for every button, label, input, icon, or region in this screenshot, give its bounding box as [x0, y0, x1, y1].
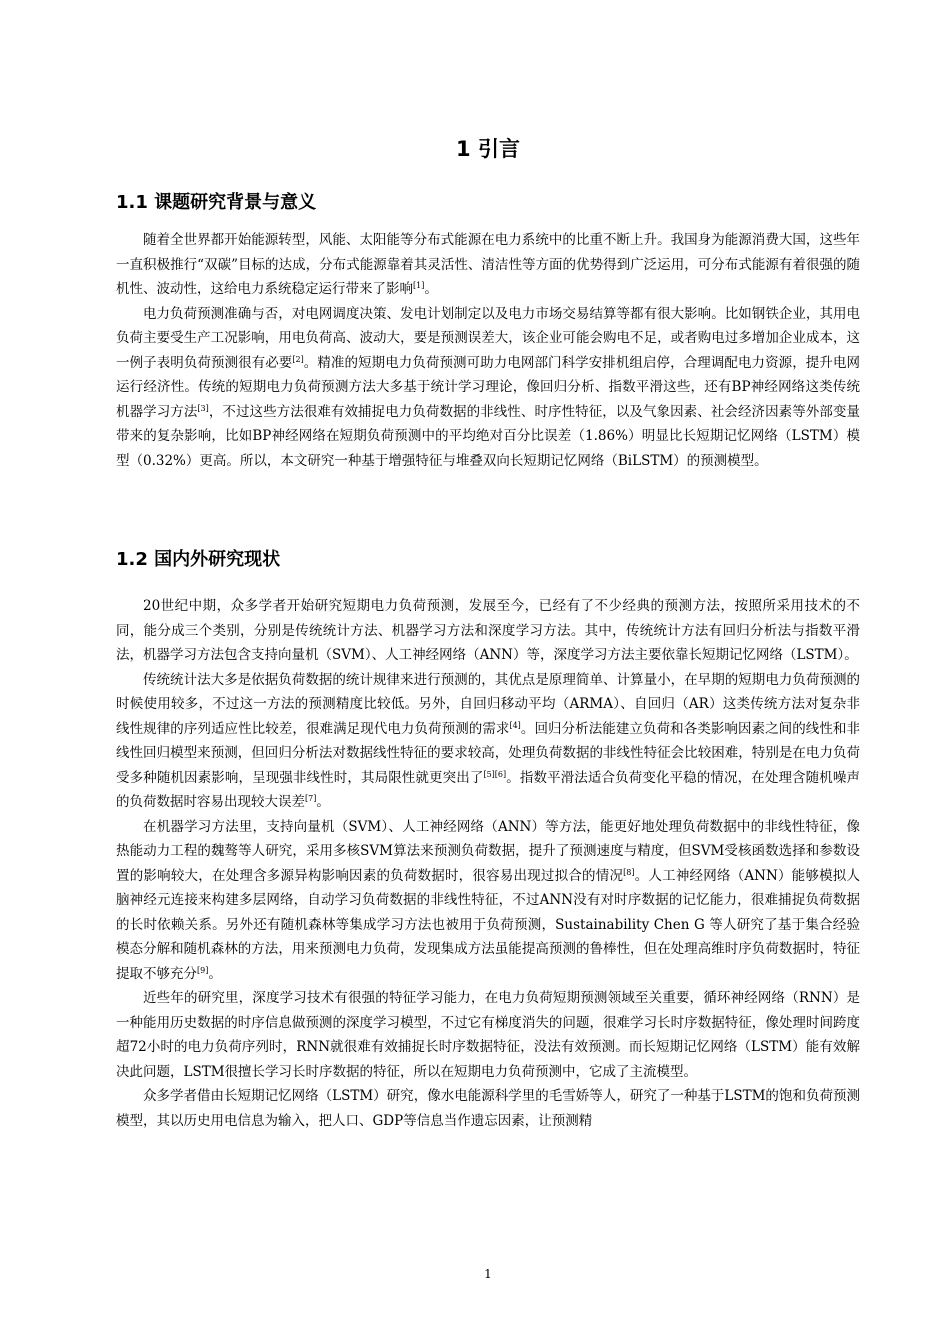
chapter-title: 1 引言 — [456, 137, 520, 161]
paragraph: 电力负荷预测准确与否，对电网调度决策、发电计划制定以及电力市场交易结算等都有很大影响。比如钢铁企业，其用电负荷主要受生产工况影响，用电负荷高、波动大，要是预测误差大，该企业可能会购电不足，或者购电过多增加企业成本，这一例子表明负荷预测很有必要[2]。精准的短期电力负荷预测可助力电网部门科学安排机组启停，合理调配电力资源，提升电网运行经济性。传统的短期电力负荷预测方法大多基于统计学习理论，像回归分析、指数平滑这些，还有BP神经网络这类传统机器学习方法[3]，不过这些方法很难有效捕捉电力负荷数据的非线性、时序性特征，以及气象因素、社会经济因素等外部变量带来的复杂影响，比如BP神经网络在短期负荷预测中的平均绝对百分比误差（1.86%）明显比长短期记忆网络（LSTM）模型（0.32%）更高。所以，本文研究一种基于增强特征与堆叠双向长短期记忆网络（BiLSTM）的预测模型。 — [116, 305, 861, 469]
paragraph: 20世纪中期，众多学者开始研究短期电力负荷预测，发展至今，已经有了不少经典的预测方法，按照所采用技术的不同，能分成三个类别，分别是传统统计方法、机器学习方法和深度学习方法。其中，传统统计方法有回归分析法与指数平滑法，机器学习方法包含支持向量机（SVM）、人工神经网络（ANN）等，深度学习方法主要依靠长短期记忆网络（LSTM）。 — [116, 598, 860, 663]
paragraph: 众多学者借由长短期记忆网络（LSTM）研究，像水电能源科学里的毛雪娇等人，研究了一种基于LSTM的饱和负荷预测模型，其以历史用电信息为输入，把人口、GDP等信息当作遗忘因素，让预测精 — [116, 1088, 860, 1129]
paragraph: 近些年的研究里，深度学习技术有很强的特征学习能力，在电力负荷短期预测领域至关重要，循环神经网络（RNN）是一种能用历史数据的时序信息做预测的深度学习模型，不过它有梯度消失的问题，很难学习长时序数据特征，像处理时间跨度超72小时的电力负荷序列时，RNN就很难有效捕捉长时序数据特征，没法有效预测。而长短期记忆网络（LSTM）能有效解决此问题，LSTM很擅长学习长时序数据的特征，所以在短期电力负荷预测中，它成了主流模型。 — [116, 990, 860, 1080]
paragraph: 传统统计法大多是依据负荷数据的统计规律来进行预测的，其优点是原理简单、计算量小，在早期的短期电力负荷预测的时候使用较多，不过这一方法的预测精度比较低。另外，自回归移动平均（ARMA）、自回归（AR）这类传统方法对复杂非线性规律的序列适应性比较差，很难满足现代电力负荷预测的需求[4]。回归分析法能建立负荷和各类影响因素之间的线性和非线性回归模型来预测，但回归分析法对数据线性特征的要求较高，处理负荷数据的非线性特征会比较困难，特别是在电力负荷受多种随机因素影响，呈现强非线性时，其局限性就更突出了[5][6]。指数平滑法适合负荷变化平稳的情况，在处理含随机噪声的负荷数据时容易出现较大误差[7]。 — [116, 671, 861, 810]
paragraph: 随着全世界都开始能源转型，风能、太阳能等分布式能源在电力系统中的比重不断上升。我国身为能源消费大国，这些年一直积极推行“双碳”目标的达成，分布式能源靠着其灵活性、清洁性等方面的优势得到广泛运用，可分布式能源有着很强的随机性、波动性，这给电力系统稳定运行带来了影响[1]。 — [116, 232, 860, 297]
citation: [1] — [413, 281, 425, 290]
citation: [2] — [292, 354, 304, 364]
section-heading-1-1: 1.1 课题研究背景与意义 — [116, 192, 317, 213]
citation: [9] — [197, 965, 209, 975]
section-1-1-body — [116, 228, 860, 473]
citation: [5][6] — [483, 769, 507, 779]
citation: [4] — [509, 720, 521, 730]
page-number: 1 — [484, 1267, 492, 1281]
citation: [3] — [197, 403, 209, 413]
section-heading-1-2: 1.2 国内外研究现状 — [116, 549, 281, 570]
section-1-2-body — [116, 594, 860, 1133]
citation: [8] — [623, 867, 635, 877]
citation: [7] — [305, 794, 317, 803]
paragraph: 在机器学习方法里，支持向量机（SVM）、人工神经网络（ANN）等方法，能更好地处理负荷数据中的非线性特征，像热能动力工程的魏骜等人研究，采用多核SVM算法来预测负荷数据，提升了预测速度与精度，但SVM受核函数选择和参数设置的影响较大，在处理含多源异构影响因素的负荷数据时，很容易出现过拟合的情况[8]。人工神经网络（ANN）能够模拟人脑神经元连接来构建多层网络，自动学习负荷数据的非线性特征，不过ANN没有对时序数据的记忆能力，很难捕捉负荷数据的长时依赖关系。另外还有随机森林等集成学习方法也被用于负荷预测，Sustainability Chen G 等人研究了基于集合经验模态分解和随机森林的方法，用来预测电力负荷，发现集成方法虽能提高预测的鲁棒性，但在处理高维时序负荷数据时，特征提取不够充分[9]。 — [116, 818, 860, 982]
